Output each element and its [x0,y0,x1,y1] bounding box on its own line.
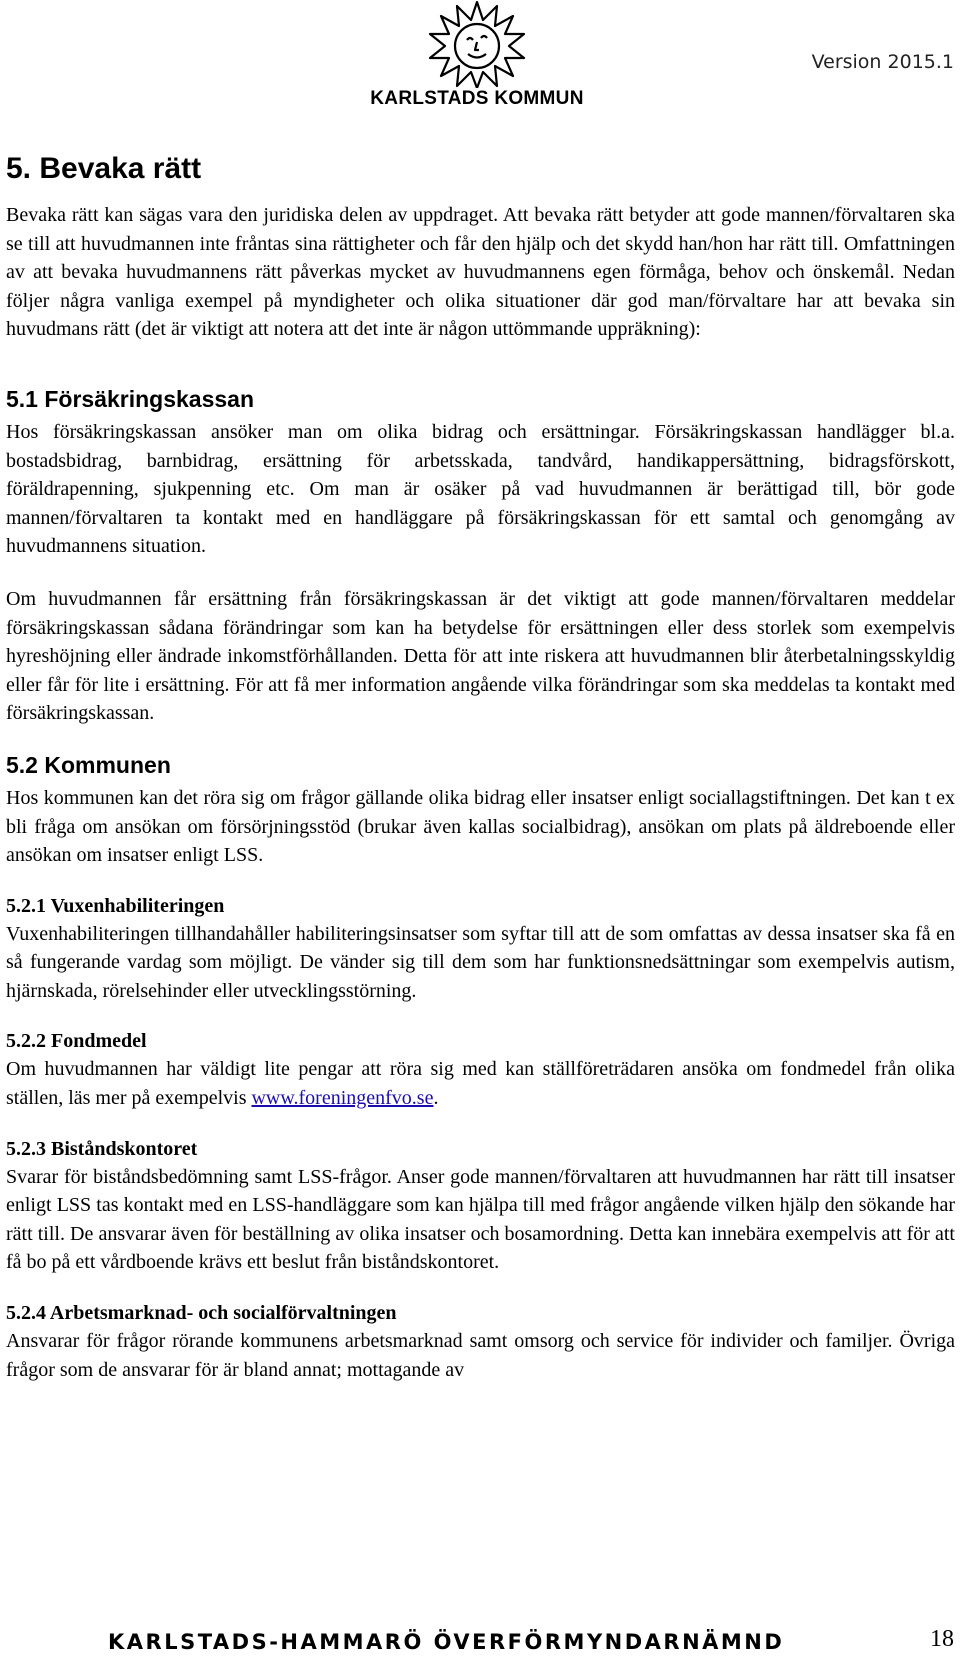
karlstad-logo [349,0,605,116]
logo-text: KARLSTADS KOMMUN [370,88,584,109]
section-5-1-title: 5.1 Försäkringskassan [6,385,255,412]
section-5-1-paragraph-2: Om huvudmannen får ersättning från försäkringskassan är det viktigt att gode mannen/förvaltaren meddelar försäkringskassan sådana förändringar som kan ha betydelse för ersättningen eller dess storlek som exempelvis hyreshöjning eller ändrade inkomstförhållanden. Detta för att inte riskera att huvudmannen blir återbetalningsskyldig eller får för lite i ersättning. För att få mer information angående vilka förändringar som ska meddelas ta kontakt med försäkringskassan. [6,587,955,725]
section-5-2-4-paragraph: Ansvarar för frågor rörande kommunens arbetsmarknad samt omsorg och service för individer och familjer. Övriga frågor som de ansvarar för är bland annat; mottagande av [6,1330,955,1381]
section-5-2-1-title: 5.2.1 Vuxenhabiliteringen [6,894,225,917]
main-content [6,151,955,1384]
section-5-2-2-text: Om huvudmannen har väldigt lite pengar att röra sig med kan ställföreträdaren ansöka om fondmedel från olika ställen, läs mer på exempelvis [6,1058,955,1110]
section-5-2-3-title: 5.2.3 Biståndskontoret [6,1137,198,1160]
section-5-title: 5. Bevaka rätt [6,152,202,185]
page-number: 18 [930,1626,954,1652]
footer-organization: KARLSTADS-HAMMARÖ ÖVERFÖRMYNDARNÄMND [108,1630,785,1654]
section-5-2-2-paragraph [6,1055,955,1112]
section-5-2-paragraph: Hos kommunen kan det röra sig om frågor gällande olika bidrag eller insatser enligt sociallagstiftningen. Det kan t ex bli fråga om ansökan om försörjningsstöd (brukar även kallas socialbidrag), ansökan om plats på äldreboende eller ansökan om insatser enligt LSS. [6,786,955,867]
version-label: Version 2015.1 [811,51,954,73]
section-5-2-1-paragraph: Vuxenhabiliteringen tillhandahåller habiliteringsinsatser som syftar till att de som omfattas av dessa insatser ska få en så fungerande vardag som möjligt. De vänder sig till dem som har funktionsnedsättningar som exempelvis autism, hjärnskada, rörelsehinder eller utvecklingsstörning. [6,922,955,1002]
section-5-2-3-paragraph: Svarar för biståndsbedömning samt LSS-frågor. Anser gode mannen/förvaltaren att huvudmannen har rätt till insatser enligt LSS tas kontakt med en LSS-handläggare som kan hjälpa till med frågor angående vilken hjälp den sökande har rätt till. De ansvarar även för beställning av olika insatser och bosamordning. Detta kan innebära exempelvis att för att få bo på ett vårdboende krävs ett beslut från biståndskontoret. [6,1165,955,1274]
section-5-2-title: 5.2 Kommunen [6,751,171,778]
section-5-2-4-title: 5.2.4 Arbetsmarknad- och socialförvaltningen [6,1302,397,1325]
section-5-2-2-title: 5.2.2 Fondmedel [6,1030,147,1053]
section-5-2-2-end: . [433,1087,439,1110]
section-5-paragraph: Bevaka rätt kan sägas vara den juridiska delen av uppdraget. Att bevaka rätt betyder att gode mannen/förvaltaren ska se till att huvudmannen inte fråntas sina rättigheter och får den hjälp och det skydd han/hon har rätt till. Omfattningen av att bevaka huvudmannens rätt påverkas mycket av huvudmannens egen förmåga, behov och önskemål. Nedan följer några vanliga exempel på myndigheter och olika situationer där god man/förvaltare har att bevaka sin huvudmans rätt (det är viktigt att notera att det inte är någon uttömmande uppräkning): [6,204,955,341]
sun-logo-icon [427,0,527,88]
foreningenfvo-link[interactable]: www.foreningenfvo.se [251,1087,434,1110]
section-5-1-paragraph-1: Hos försäkringskassan ansöker man om olika bidrag och ersättningar. Försäkringskassan handlägger bl.a. bostadsbidrag, barnbidrag, ersättning för arbetsskada, tandvård, handikappersättning, bidragsförskott, föräldrapenning, sjukpenning etc. Om man är osäker på vad huvudmannen är berättigad till, bör gode mannen/förvaltaren ta kontakt med en handläggare på försäkringskassan för ett samtal och genomgång av huvudmannens situation. [6,420,955,558]
